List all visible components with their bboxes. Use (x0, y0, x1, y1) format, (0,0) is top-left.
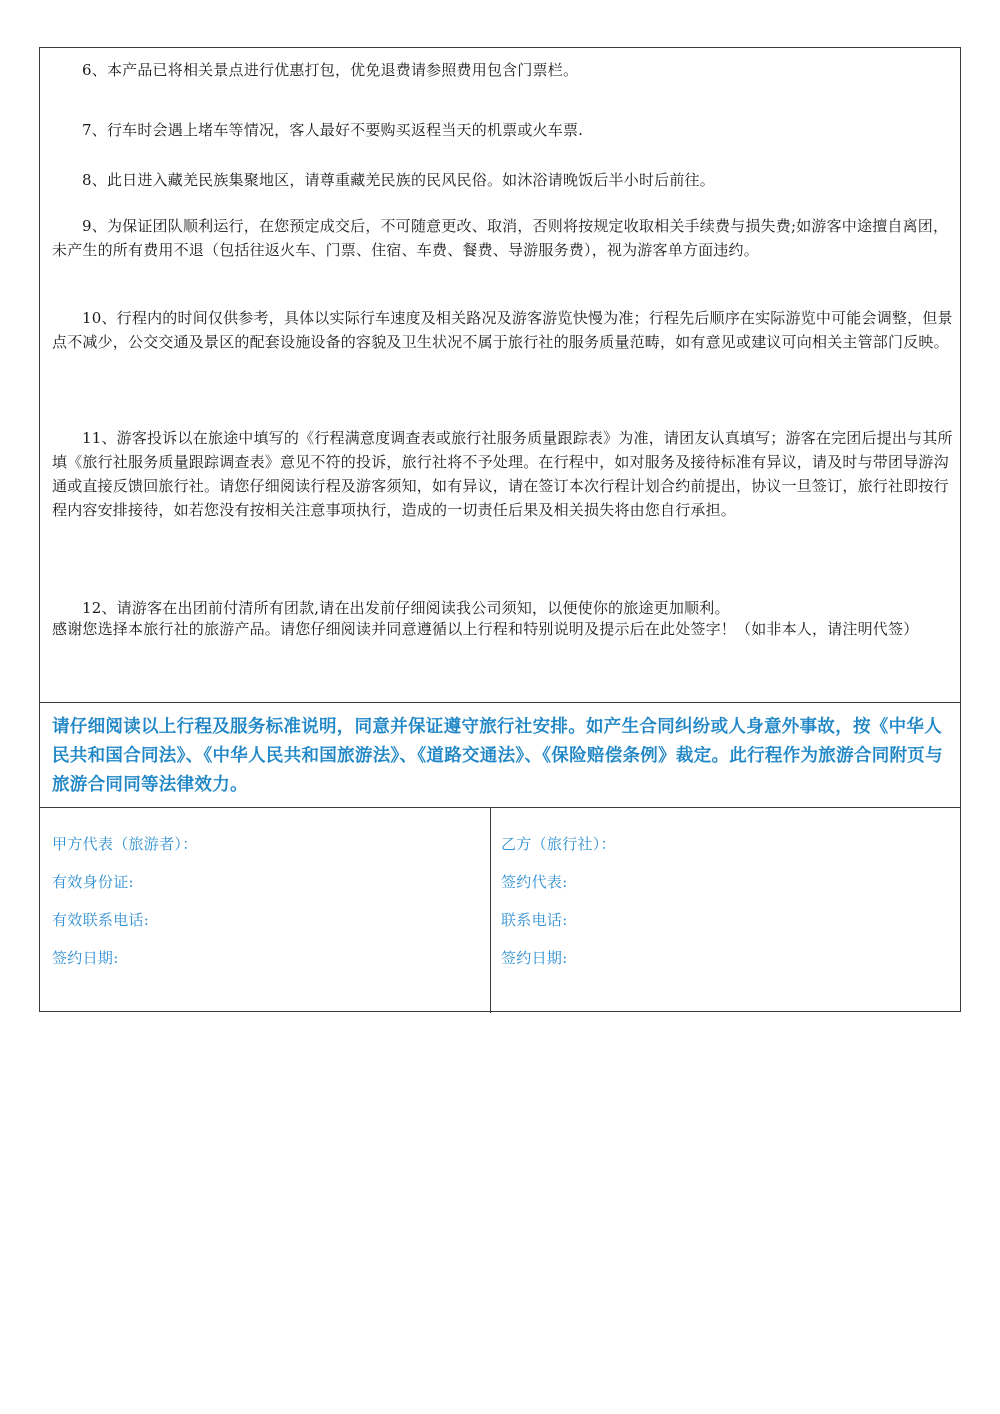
signature-section (40, 808, 960, 1013)
party-b-rep-label: 签约代表: (501, 873, 568, 891)
party-a-id-label: 有效身份证: (52, 873, 134, 891)
note-10: 10、行程内的时间仅供参考，具体以实际行车速度及相关路况及游客游览快慢为准；行程先后顺序在实际游览中可能会调整，但景点不减少，公交交通及景区的配套设施设备的容貌及卫生状况不属于旅行社的服务质量范畴，如有意见或建议可向相关主管部门反映。 (52, 309, 953, 351)
note-8: 8、此日进入藏羌民族集聚地区，请尊重藏羌民族的民风民俗。如沐浴请晚饭后半小时后前往。 (82, 171, 715, 189)
contract-frame (39, 47, 961, 1012)
note-9: 9、为保证团队顺利运行，在您预定成交后，不可随意更改、取消，否则将按规定收取相关手续费与损失费;如游客中途擅自离团，未产生的所有费用不退（包括往返火车、门票、住宿、车费、餐费、导游服务费），视为游客单方面违约。 (52, 217, 949, 259)
party-a-date-label: 签约日期: (52, 949, 119, 967)
party-b-date-label: 签约日期: (501, 949, 568, 967)
party-b-column (491, 808, 960, 1013)
party-a-rep-label: 甲方代表（旅游者）： (52, 835, 198, 853)
legal-statement: 请仔细阅读以上行程及服务标准说明，同意并保证遵守旅行社安排。如产生合同纠纷或人身意外事故，按《中华人民共和国合同法》、《中华人民共和国旅游法》、《道路交通法》、《保险赔偿条例》裁定。此行程作为旅游合同附页与旅游合同同等法律效力。 (40, 702, 960, 808)
party-b-phone-label: 联系电话: (501, 911, 568, 929)
note-6: 6、本产品已将相关景点进行优惠打包，优免退费请参照费用包含门票栏。 (82, 61, 579, 79)
note-12: 12、请游客在出团前付清所有团款,请在出发前仔细阅读我公司须知，以便使你的旅途更加顺利。 (82, 599, 730, 617)
note-11: 11、游客投诉以在旅途中填写的《行程满意度调查表或旅行社服务质量跟踪表》为准，请团友认真填写；游客在完团后提出与其所填《旅行社服务质量跟踪调查表》意见不符的投诉，旅行社将不予处理。在行程中，如对服务及接待标准有异议，请及时与带团导游沟通或直接反馈回旅行社。请您仔细阅读行程及游客须知，如有异议，请在签订本次行程计划合约前提出，协议一旦签订，旅行社即按行程内容安排接待，如若您没有按相关注意事项执行，造成的一切责任后果及相关损失将由您自行承担。 (52, 429, 953, 519)
note-7: 7、行车时会遇上堵车等情况，客人最好不要购买返程当天的机票或火车票. (82, 121, 584, 139)
notes-section (40, 48, 960, 702)
party-b-name-label: 乙方（旅行社）： (501, 835, 616, 853)
party-a-phone-label: 有效联系电话: (52, 911, 150, 929)
thanks-text: 感谢您选择本旅行社的旅游产品。请您仔细阅读并同意遵循以上行程和特别说明及提示后在此处签字！（如非本人，请注明代签） (52, 620, 919, 638)
party-a-column (40, 808, 491, 1013)
